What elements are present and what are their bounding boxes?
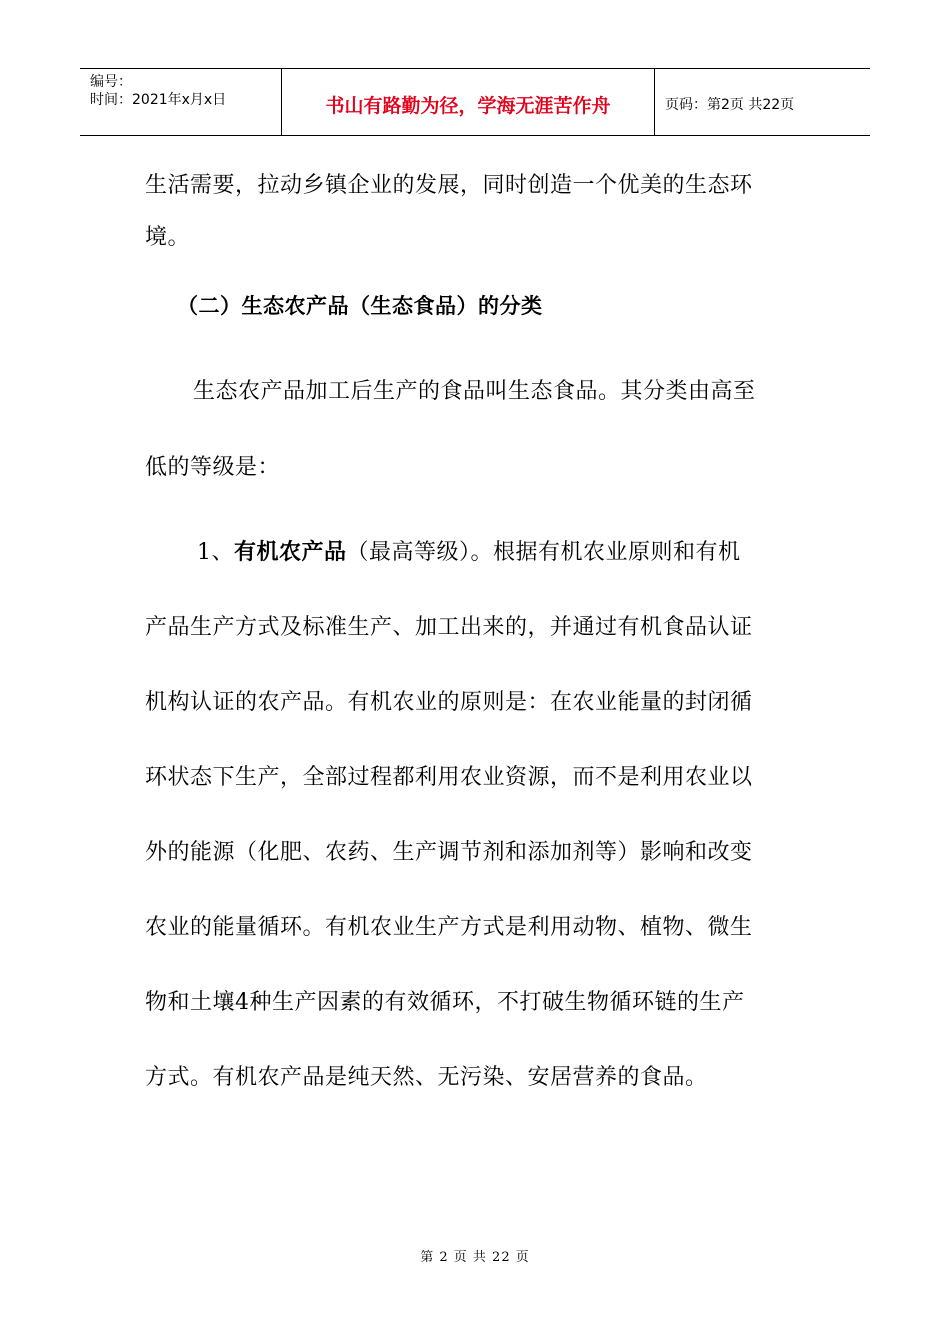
term-organic-products: 有机农产品 [234, 540, 347, 565]
paragraph-line: 机构认证的农产品。有机农业的原则是：在农业能量的封闭循 [145, 690, 753, 715]
paragraph-line: 农业的能量循环。有机农业生产方式是利用动物、植物、微生 [145, 915, 753, 940]
paragraph-line: 生活需要，拉动乡镇企业的发展，同时创造一个优美的生态环 [145, 173, 753, 198]
header-motto: 书山有路勤为径，学海无涯苦作舟 [282, 69, 655, 135]
number-label: 编号： [90, 74, 132, 90]
paragraph-line [197, 515, 857, 591]
section-heading: （二）生态农产品（生态食品）的分类 [177, 294, 543, 318]
page-header [80, 68, 870, 136]
paragraph-line: 产品生产方式及标准生产、加工出来的，并通过有机食品认证 [145, 615, 753, 640]
paragraph-line: 生态农产品加工后生产的食品叫生态食品。其分类由高至 [193, 379, 756, 404]
paragraph-line: 环状态下生产，全部过程都利用农业资源，而不是利用农业以 [145, 765, 753, 790]
paragraph-line: 物和土壤4种生产因素的有效循环，不打破生物循环链的生产 [145, 990, 745, 1015]
header-page-info: 页码：第2页 共22页 [665, 97, 795, 113]
page-footer: 第 2 页 共 22 页 [420, 1250, 530, 1265]
date-label: 时间：2021年x月x日 [90, 92, 227, 108]
list-number: 1、 [197, 540, 234, 565]
paragraph-line: 境。 [145, 225, 191, 250]
paragraph-line: 方式。有机农产品是纯天然、无污染、安居营养的食品。 [145, 1065, 708, 1090]
paragraph-line: 外的能源（化肥、农药、生产调节剂和添加剂等）影响和改变 [145, 840, 753, 865]
header-meta-cell [80, 69, 282, 135]
paragraph-line: 低的等级是： [145, 455, 281, 480]
paragraph-text: （最高等级）。根据有机农业原则和有机 [346, 540, 741, 565]
